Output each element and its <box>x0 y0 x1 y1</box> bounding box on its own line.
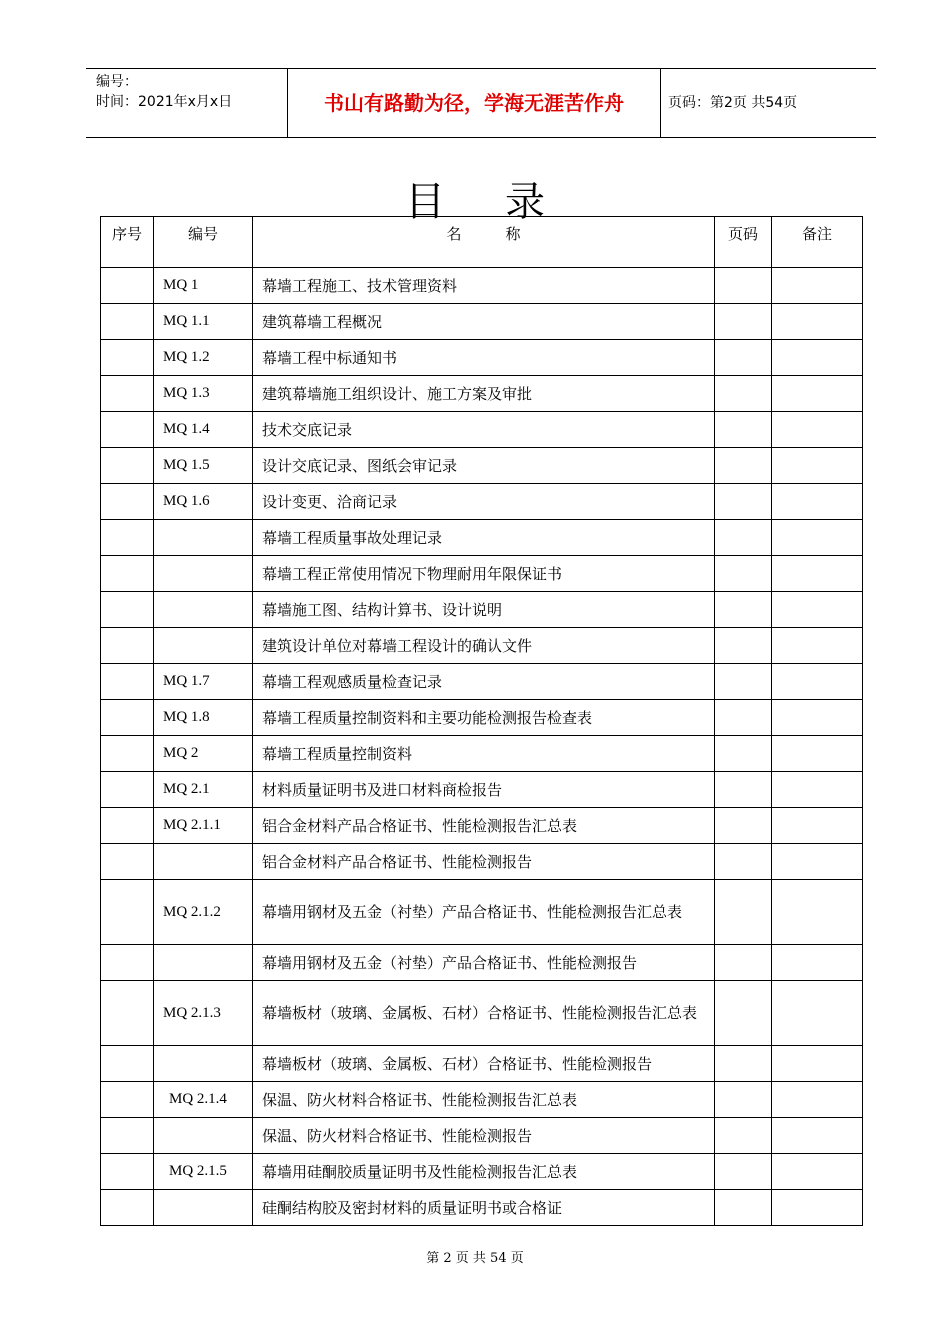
row-note-cell <box>772 1082 863 1118</box>
row-name-cell: 铝合金材料产品合格证书、性能检测报告汇总表 <box>253 808 715 844</box>
row-name-cell: 幕墙用钢材及五金（衬垫）产品合格证书、性能检测报告 <box>253 945 715 981</box>
row-index-cell <box>101 556 154 592</box>
number-label: 编号： <box>96 74 138 90</box>
row-name-cell: 材料质量证明书及进口材料商检报告 <box>253 772 715 808</box>
row-page-cell <box>715 700 772 736</box>
row-page-cell <box>715 1046 772 1082</box>
row-code-cell <box>154 1190 253 1226</box>
row-code-cell: MQ 1.1 <box>154 304 253 340</box>
row-index-cell <box>101 592 154 628</box>
row-page-cell <box>715 772 772 808</box>
table-row <box>101 1046 863 1082</box>
row-index-cell <box>101 268 154 304</box>
row-note-cell <box>772 945 863 981</box>
col-header-note: 备注 <box>772 217 863 268</box>
row-note-cell <box>772 1190 863 1226</box>
row-page-cell <box>715 1190 772 1226</box>
row-index-cell <box>101 484 154 520</box>
table-row <box>101 1082 863 1118</box>
row-index-cell <box>101 628 154 664</box>
row-index-cell <box>101 1190 154 1226</box>
row-index-cell <box>101 1082 154 1118</box>
col-header-page: 页码 <box>715 217 772 268</box>
row-index-cell <box>101 880 154 945</box>
row-note-cell <box>772 268 863 304</box>
row-page-cell <box>715 981 772 1046</box>
table-row <box>101 592 863 628</box>
row-index-cell <box>101 808 154 844</box>
row-page-cell <box>715 448 772 484</box>
row-code-cell: MQ 2.1.4 <box>154 1082 253 1118</box>
row-name-cell: 幕墙工程质量事故处理记录 <box>253 520 715 556</box>
col-header-name: 名称 <box>253 217 715 268</box>
row-note-cell <box>772 592 863 628</box>
header-info <box>86 69 286 137</box>
row-code-cell <box>154 1118 253 1154</box>
row-name-cell: 保温、防火材料合格证书、性能检测报告 <box>253 1118 715 1154</box>
table-row <box>101 448 863 484</box>
table-row <box>101 1190 863 1226</box>
row-note-cell <box>772 808 863 844</box>
col-header-index: 序号 <box>101 217 154 268</box>
row-code-cell: MQ 1.8 <box>154 700 253 736</box>
row-page-cell <box>715 880 772 945</box>
row-index-cell <box>101 844 154 880</box>
row-index-cell <box>101 1154 154 1190</box>
row-name-cell: 幕墙用硅酮胶质量证明书及性能检测报告汇总表 <box>253 1154 715 1190</box>
col-header-code: 编号 <box>154 217 253 268</box>
row-note-cell <box>772 844 863 880</box>
row-name-cell: 幕墙板材（玻璃、金属板、石材）合格证书、性能检测报告 <box>253 1046 715 1082</box>
row-name-cell: 幕墙工程质量控制资料和主要功能检测报告检查表 <box>253 700 715 736</box>
row-page-cell <box>715 945 772 981</box>
row-note-cell <box>772 376 863 412</box>
row-note-cell <box>772 1118 863 1154</box>
row-page-cell <box>715 808 772 844</box>
table-row <box>101 340 863 376</box>
time-label: 时间：2021年x月x日 <box>96 94 233 110</box>
row-name-cell: 技术交底记录 <box>253 412 715 448</box>
row-page-cell <box>715 340 772 376</box>
row-name-cell: 幕墙工程施工、技术管理资料 <box>253 268 715 304</box>
row-page-cell <box>715 376 772 412</box>
row-note-cell <box>772 981 863 1046</box>
row-index-cell <box>101 664 154 700</box>
row-note-cell <box>772 700 863 736</box>
row-code-cell: MQ 1.2 <box>154 340 253 376</box>
row-page-cell <box>715 736 772 772</box>
row-name-cell: 铝合金材料产品合格证书、性能检测报告 <box>253 844 715 880</box>
row-index-cell <box>101 448 154 484</box>
table-row <box>101 945 863 981</box>
row-note-cell <box>772 448 863 484</box>
row-name-cell: 幕墙用钢材及五金（衬垫）产品合格证书、性能检测报告汇总表 <box>253 880 715 945</box>
row-index-cell <box>101 412 154 448</box>
row-code-cell <box>154 520 253 556</box>
row-code-cell <box>154 1046 253 1082</box>
table-row <box>101 880 863 945</box>
table-row <box>101 700 863 736</box>
table-row <box>101 772 863 808</box>
row-code-cell: MQ 2.1.2 <box>154 880 253 945</box>
page-footer: 第 2 页 共 54 页 <box>426 1251 524 1266</box>
table-row <box>101 736 863 772</box>
row-note-cell <box>772 520 863 556</box>
row-note-cell <box>772 412 863 448</box>
row-page-cell <box>715 844 772 880</box>
row-note-cell <box>772 664 863 700</box>
row-name-cell: 幕墙工程质量控制资料 <box>253 736 715 772</box>
table-row <box>101 268 863 304</box>
row-note-cell <box>772 484 863 520</box>
row-page-cell <box>715 1082 772 1118</box>
table-row <box>101 376 863 412</box>
row-note-cell <box>772 304 863 340</box>
table-row <box>101 520 863 556</box>
row-page-cell <box>715 268 772 304</box>
row-index-cell <box>101 304 154 340</box>
page-header <box>86 68 876 138</box>
row-name-cell: 幕墙工程正常使用情况下物理耐用年限保证书 <box>253 556 715 592</box>
row-name-cell: 设计变更、洽商记录 <box>253 484 715 520</box>
row-code-cell <box>154 556 253 592</box>
row-page-cell <box>715 556 772 592</box>
toc-table <box>100 216 863 1226</box>
table-row <box>101 304 863 340</box>
row-name-cell: 建筑幕墙施工组织设计、施工方案及审批 <box>253 376 715 412</box>
table-row <box>101 628 863 664</box>
row-page-cell <box>715 484 772 520</box>
row-name-cell: 建筑幕墙工程概况 <box>253 304 715 340</box>
table-row <box>101 1118 863 1154</box>
row-code-cell: MQ 2.1 <box>154 772 253 808</box>
table-row <box>101 981 863 1046</box>
row-code-cell: MQ 2 <box>154 736 253 772</box>
table-row <box>101 1154 863 1190</box>
page-title: 目录 <box>405 179 605 225</box>
row-code-cell <box>154 628 253 664</box>
row-index-cell <box>101 772 154 808</box>
toc-header-row <box>101 217 863 268</box>
table-row <box>101 844 863 880</box>
table-row <box>101 808 863 844</box>
row-code-cell <box>154 945 253 981</box>
row-index-cell <box>101 376 154 412</box>
row-code-cell: MQ 1.6 <box>154 484 253 520</box>
row-code-cell: MQ 1.4 <box>154 412 253 448</box>
row-name-cell: 建筑设计单位对幕墙工程设计的确认文件 <box>253 628 715 664</box>
row-name-cell: 幕墙板材（玻璃、金属板、石材）合格证书、性能检测报告汇总表 <box>253 981 715 1046</box>
table-row <box>101 664 863 700</box>
table-row <box>101 412 863 448</box>
header-page-label: 页码：第2页 共54页 <box>668 95 798 111</box>
row-code-cell: MQ 1 <box>154 268 253 304</box>
row-note-cell <box>772 736 863 772</box>
row-page-cell <box>715 592 772 628</box>
row-index-cell <box>101 736 154 772</box>
row-page-cell <box>715 412 772 448</box>
row-index-cell <box>101 520 154 556</box>
header-motto: 书山有路勤为径，学海无涯苦作舟 <box>324 91 624 115</box>
row-code-cell: MQ 2.1.5 <box>154 1154 253 1190</box>
row-code-cell: MQ 2.1.1 <box>154 808 253 844</box>
row-name-cell: 保温、防火材料合格证书、性能检测报告汇总表 <box>253 1082 715 1118</box>
table-row <box>101 556 863 592</box>
row-name-cell: 幕墙工程中标通知书 <box>253 340 715 376</box>
row-note-cell <box>772 556 863 592</box>
toc-body <box>101 268 863 1226</box>
row-code-cell: MQ 1.3 <box>154 376 253 412</box>
row-note-cell <box>772 1154 863 1190</box>
row-page-cell <box>715 1154 772 1190</box>
row-name-cell: 设计交底记录、图纸会审记录 <box>253 448 715 484</box>
row-note-cell <box>772 628 863 664</box>
row-index-cell <box>101 340 154 376</box>
row-note-cell <box>772 1046 863 1082</box>
row-page-cell <box>715 628 772 664</box>
row-code-cell <box>154 844 253 880</box>
row-name-cell: 硅酮结构胶及密封材料的质量证明书或合格证 <box>253 1190 715 1226</box>
row-note-cell <box>772 340 863 376</box>
row-page-cell <box>715 1118 772 1154</box>
row-code-cell: MQ 1.5 <box>154 448 253 484</box>
row-index-cell <box>101 1046 154 1082</box>
row-page-cell <box>715 664 772 700</box>
row-page-cell <box>715 520 772 556</box>
row-note-cell <box>772 772 863 808</box>
row-code-cell: MQ 1.7 <box>154 664 253 700</box>
row-name-cell: 幕墙工程观感质量检查记录 <box>253 664 715 700</box>
row-code-cell: MQ 2.1.3 <box>154 981 253 1046</box>
row-name-cell: 幕墙施工图、结构计算书、设计说明 <box>253 592 715 628</box>
table-row <box>101 484 863 520</box>
row-note-cell <box>772 880 863 945</box>
row-index-cell <box>101 700 154 736</box>
row-code-cell <box>154 592 253 628</box>
header-divider <box>660 69 661 137</box>
row-index-cell <box>101 981 154 1046</box>
row-index-cell <box>101 1118 154 1154</box>
row-page-cell <box>715 304 772 340</box>
row-index-cell <box>101 945 154 981</box>
